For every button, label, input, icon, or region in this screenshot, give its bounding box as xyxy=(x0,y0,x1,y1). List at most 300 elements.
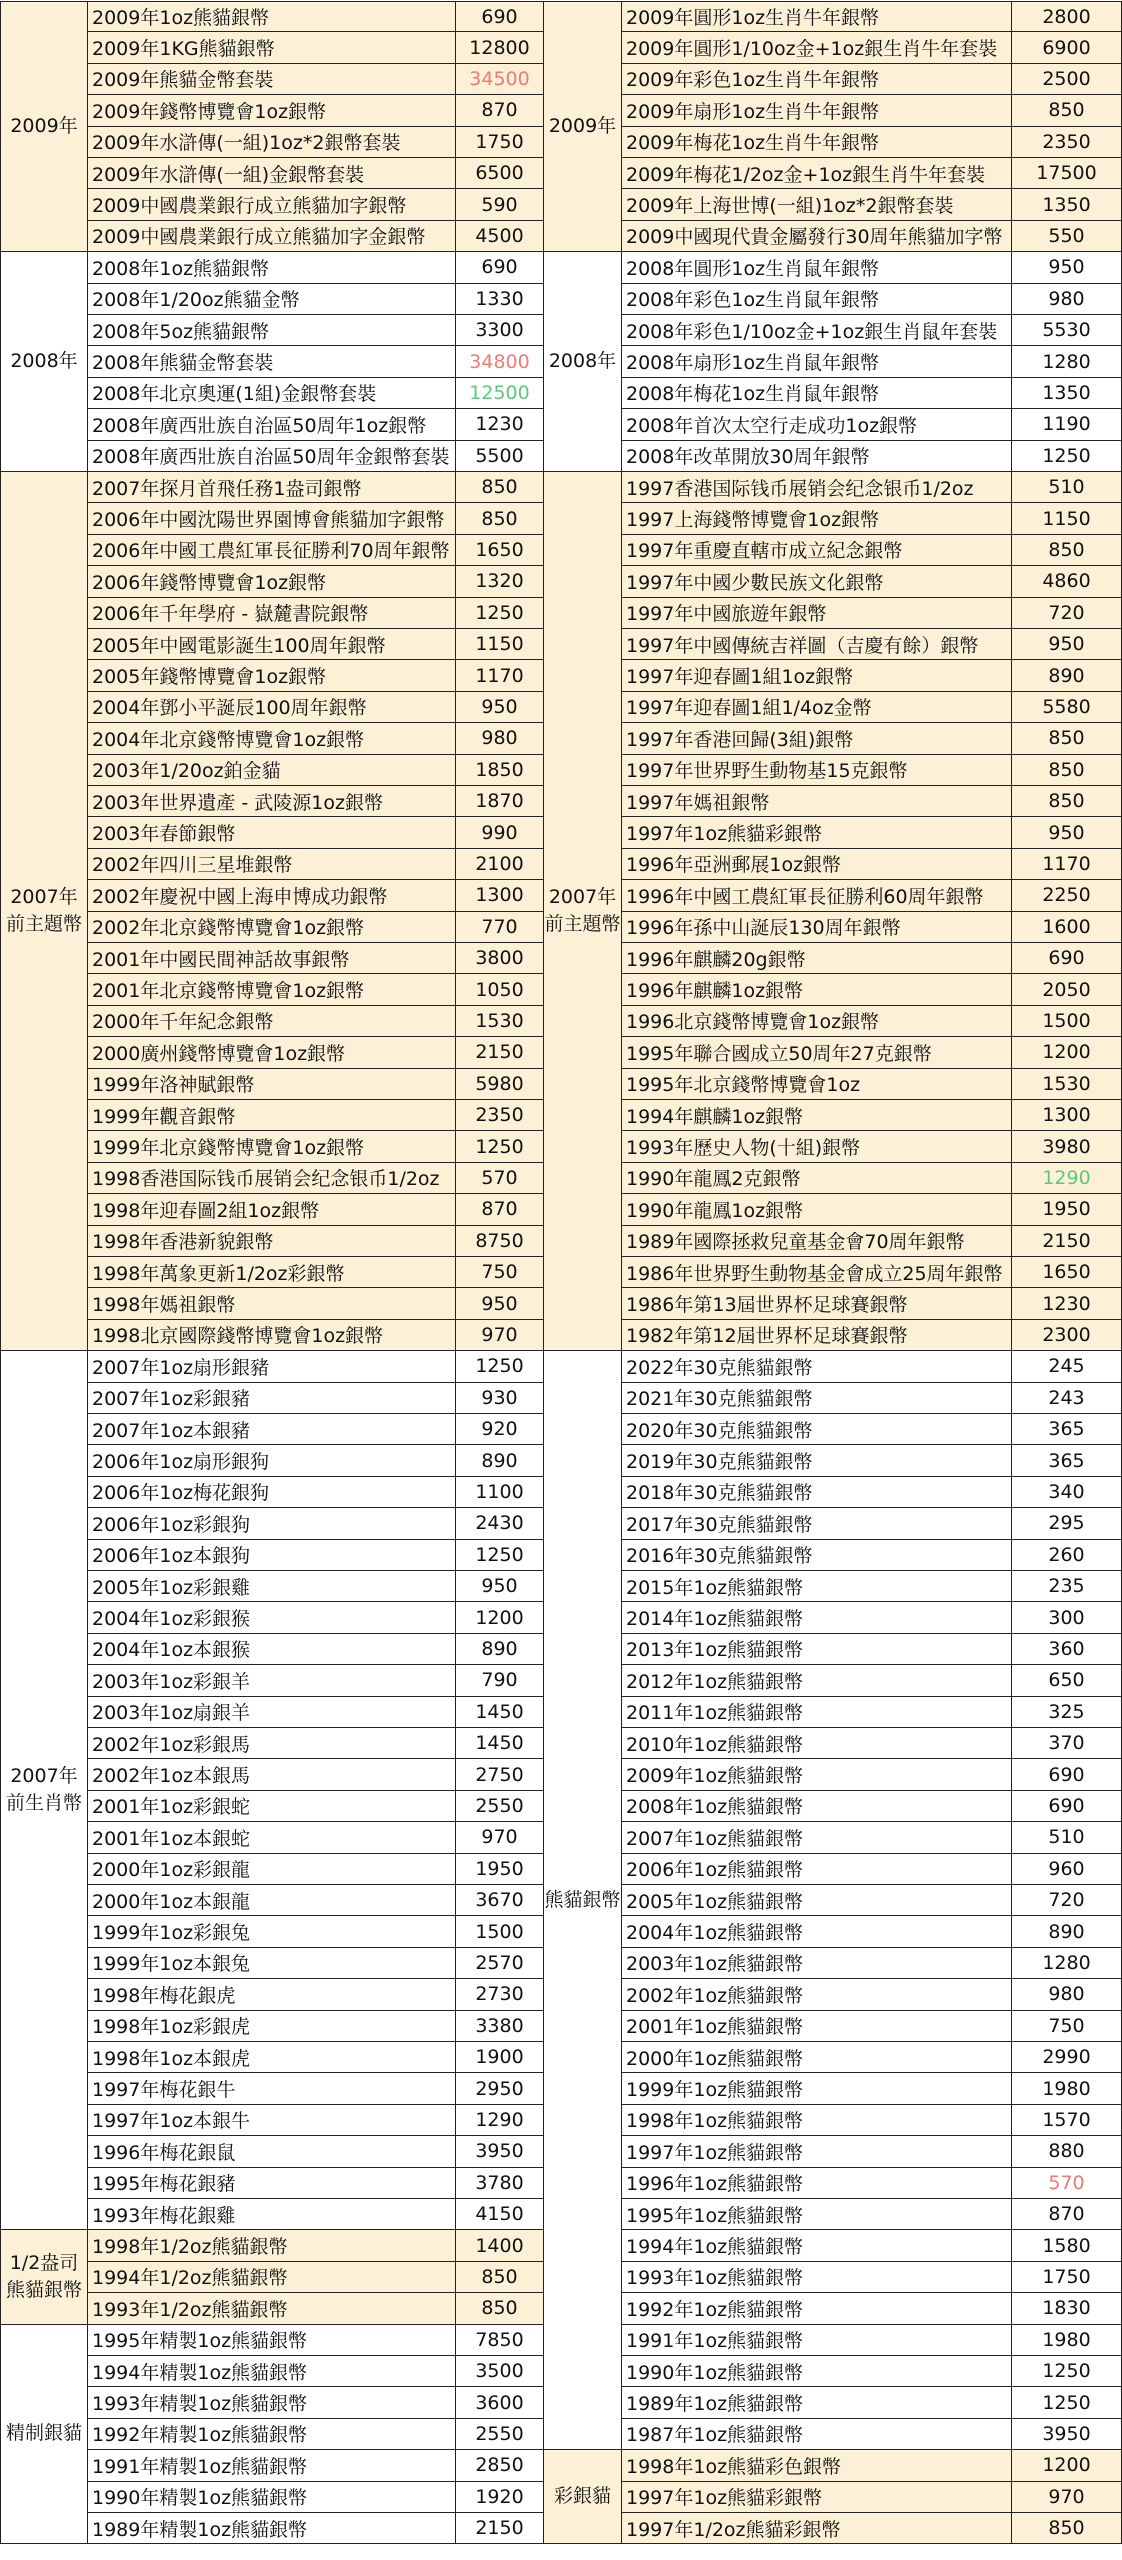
item-name: 1991年精製1oz熊貓銀幣 xyxy=(88,2450,456,2481)
item-price: 1250 xyxy=(1012,2356,1122,2387)
item-name: 1997年1oz熊貓銀幣 xyxy=(622,2136,1012,2167)
item-name: 2007年1oz本銀豬 xyxy=(88,1414,456,1445)
item-name: 1997年迎春圖1組1oz銀幣 xyxy=(622,660,1012,691)
item-name: 1989年精製1oz熊貓銀幣 xyxy=(88,2513,456,2544)
item-price: 750 xyxy=(1012,2011,1122,2042)
item-name: 2012年1oz熊貓銀幣 xyxy=(622,1665,1012,1696)
item-name: 1997年重慶直轄市成立紀念銀幣 xyxy=(622,535,1012,566)
item-name: 2009年圓形1oz生肖牛年銀幣 xyxy=(622,1,1012,32)
item-price: 980 xyxy=(1012,284,1122,315)
item-price: 325 xyxy=(1012,1697,1122,1728)
item-name: 2002年慶祝中國上海申博成功銀幣 xyxy=(88,880,456,911)
item-price: 850 xyxy=(1012,755,1122,786)
item-name: 2003年1oz扇銀羊 xyxy=(88,1697,456,1728)
item-name: 1982年第12屆世界杯足球賽銀幣 xyxy=(622,1320,1012,1351)
item-name: 2000年1oz彩銀龍 xyxy=(88,1854,456,1885)
item-name: 2006年1oz扇形銀狗 xyxy=(88,1445,456,1476)
item-price: 2550 xyxy=(456,1791,544,1822)
item-name: 1993年1/2oz熊貓銀幣 xyxy=(88,2293,456,2324)
item-price: 690 xyxy=(1012,1791,1122,1822)
item-price: 3800 xyxy=(456,943,544,974)
item-price: 690 xyxy=(1012,943,1122,974)
item-name: 2008年首次太空行走成功1oz銀幣 xyxy=(622,409,1012,440)
item-name: 2009年彩色1oz生肖牛年銀幣 xyxy=(622,64,1012,95)
group-label: 彩銀貓 xyxy=(544,2450,622,2544)
item-price: 1750 xyxy=(456,127,544,158)
item-price: 243 xyxy=(1012,1383,1122,1414)
item-price: 970 xyxy=(1012,2482,1122,2513)
item-name: 2001年中國民間神話故事銀幣 xyxy=(88,943,456,974)
item-name: 2009年1KG熊貓銀幣 xyxy=(88,32,456,63)
item-price: 970 xyxy=(456,1320,544,1351)
item-name: 2009年梅花1/2oz金+1oz銀生肖牛年套裝 xyxy=(622,158,1012,189)
item-name: 1997年中國少數民族文化銀幣 xyxy=(622,566,1012,597)
item-name: 2009年水滸傳(一組)金銀幣套裝 xyxy=(88,158,456,189)
item-name: 1998年萬象更新1/2oz彩銀幣 xyxy=(88,1257,456,1288)
item-price: 1650 xyxy=(456,535,544,566)
item-price: 2850 xyxy=(456,2450,544,2481)
item-price: 5530 xyxy=(1012,315,1122,346)
item-name: 1993年1oz熊貓銀幣 xyxy=(622,2262,1012,2293)
item-name: 2008年扇形1oz生肖鼠年銀幣 xyxy=(622,346,1012,377)
item-price: 1230 xyxy=(1012,1288,1122,1319)
item-name: 1998年1oz本銀虎 xyxy=(88,2042,456,2073)
item-name: 1986年世界野生動物基金會成立25周年銀幣 xyxy=(622,1257,1012,1288)
item-price: 2990 xyxy=(1012,2042,1122,2073)
item-price: 1950 xyxy=(456,1854,544,1885)
item-price: 1300 xyxy=(456,880,544,911)
item-price: 880 xyxy=(1012,2136,1122,2167)
item-price: 1450 xyxy=(456,1697,544,1728)
item-price: 950 xyxy=(456,1288,544,1319)
item-name: 1999年1oz本銀兔 xyxy=(88,1948,456,1979)
item-price: 690 xyxy=(456,1,544,32)
item-price: 1250 xyxy=(456,1351,544,1382)
item-price: 960 xyxy=(1012,1854,1122,1885)
item-name: 1994年麒麟1oz銀幣 xyxy=(622,1100,1012,1131)
item-name: 2004年1oz彩銀猴 xyxy=(88,1602,456,1633)
item-name: 2005年中國電影誕生100周年銀幣 xyxy=(88,629,456,660)
item-name: 2004年北京錢幣博覽會1oz銀幣 xyxy=(88,723,456,754)
item-name: 1996北京錢幣博覽會1oz銀幣 xyxy=(622,1006,1012,1037)
item-price: 1300 xyxy=(1012,1100,1122,1131)
item-price: 1500 xyxy=(1012,1006,1122,1037)
item-name: 2006年錢幣博覽會1oz銀幣 xyxy=(88,566,456,597)
item-price: 2150 xyxy=(1012,1226,1122,1257)
item-price: 300 xyxy=(1012,1602,1122,1633)
item-name: 2002年1oz本銀馬 xyxy=(88,1759,456,1790)
item-price: 2150 xyxy=(456,2513,544,2544)
item-name: 2002年北京錢幣博覽會1oz銀幣 xyxy=(88,912,456,943)
item-price: 870 xyxy=(1012,2199,1122,2230)
item-price: 2350 xyxy=(456,1100,544,1131)
item-price: 1950 xyxy=(1012,1194,1122,1225)
item-name: 1997年1/2oz熊貓彩銀幣 xyxy=(622,2513,1012,2544)
item-price: 950 xyxy=(1012,817,1122,848)
item-price: 2150 xyxy=(456,1037,544,1068)
group-label: 2007年前主題幣 xyxy=(0,472,88,1351)
item-name: 1997年梅花銀牛 xyxy=(88,2073,456,2104)
item-name: 2006年1oz梅花銀狗 xyxy=(88,1477,456,1508)
item-price: 920 xyxy=(456,1414,544,1445)
item-name: 2009年熊貓金幣套裝 xyxy=(88,64,456,95)
item-price: 770 xyxy=(456,912,544,943)
item-name: 2002年四川三星堆銀幣 xyxy=(88,849,456,880)
item-name: 1997年中國旅遊年銀幣 xyxy=(622,598,1012,629)
item-price: 2550 xyxy=(456,2419,544,2450)
item-name: 2019年30克熊貓銀幣 xyxy=(622,1445,1012,1476)
item-name: 2007年1oz熊貓銀幣 xyxy=(622,1822,1012,1853)
item-price: 3500 xyxy=(456,2356,544,2387)
item-name: 2009年錢幣博覽會1oz銀幣 xyxy=(88,95,456,126)
item-price: 750 xyxy=(456,1257,544,1288)
item-price: 1230 xyxy=(456,409,544,440)
item-name: 2009年圓形1/10oz金+1oz銀生肖牛年套裝 xyxy=(622,32,1012,63)
item-price: 34500 xyxy=(456,64,544,95)
item-name: 2001年北京錢幣博覽會1oz銀幣 xyxy=(88,974,456,1005)
item-name: 2008年廣西壯族自治區50周年1oz銀幣 xyxy=(88,409,456,440)
item-price: 890 xyxy=(1012,660,1122,691)
item-price: 570 xyxy=(456,1163,544,1194)
item-price: 2430 xyxy=(456,1508,544,1539)
item-name: 2005年1oz彩銀雞 xyxy=(88,1571,456,1602)
item-name: 2002年1oz彩銀馬 xyxy=(88,1728,456,1759)
item-price: 890 xyxy=(456,1634,544,1665)
item-name: 2008年北京奧運(1組)金銀幣套裝 xyxy=(88,378,456,409)
group-label: 1/2盎司熊貓銀幣 xyxy=(0,2230,88,2324)
item-name: 1996年麒麟1oz銀幣 xyxy=(622,974,1012,1005)
item-name: 1987年1oz熊貓銀幣 xyxy=(622,2419,1012,2450)
group-label: 2008年 xyxy=(544,252,622,472)
item-price: 1250 xyxy=(456,1540,544,1571)
item-name: 1995年梅花銀豬 xyxy=(88,2168,456,2199)
item-price: 550 xyxy=(1012,221,1122,252)
item-name: 1998年媽祖銀幣 xyxy=(88,1288,456,1319)
item-name: 1992年1oz熊貓銀幣 xyxy=(622,2293,1012,2324)
item-name: 1993年梅花銀雞 xyxy=(88,2199,456,2230)
item-name: 1994年精製1oz熊貓銀幣 xyxy=(88,2356,456,2387)
item-price: 3380 xyxy=(456,2011,544,2042)
item-name: 1996年梅花銀鼠 xyxy=(88,2136,456,2167)
item-price: 1290 xyxy=(1012,1163,1122,1194)
item-price: 850 xyxy=(1012,95,1122,126)
item-name: 2001年1oz彩銀蛇 xyxy=(88,1791,456,1822)
item-name: 1990年龍鳳2克銀幣 xyxy=(622,1163,1012,1194)
item-price: 1650 xyxy=(1012,1257,1122,1288)
item-name: 1998香港国际钱币展销会纪念银币1/2oz xyxy=(88,1163,456,1194)
item-name: 2003年世界遺產 - 武陵源1oz銀幣 xyxy=(88,786,456,817)
item-price: 3670 xyxy=(456,1885,544,1916)
item-price: 1250 xyxy=(1012,441,1122,472)
item-price: 950 xyxy=(1012,252,1122,283)
item-name: 1995年北京錢幣博覽會1oz xyxy=(622,1069,1012,1100)
item-name: 2006年1oz本銀狗 xyxy=(88,1540,456,1571)
group-label: 2009年 xyxy=(544,1,622,252)
item-name: 2009年1oz熊貓銀幣 xyxy=(622,1759,1012,1790)
item-price: 850 xyxy=(1012,2513,1122,2544)
item-name: 2009年上海世博(一組)1oz*2銀幣套裝 xyxy=(622,189,1012,220)
item-price: 1580 xyxy=(1012,2230,1122,2261)
item-price: 235 xyxy=(1012,1571,1122,1602)
item-price: 1920 xyxy=(456,2482,544,2513)
item-price: 1350 xyxy=(1012,378,1122,409)
item-price: 950 xyxy=(456,1571,544,1602)
item-name: 2006年1oz熊貓銀幣 xyxy=(622,1854,1012,1885)
group-label: 2007年前主題幣 xyxy=(544,472,622,1351)
item-price: 850 xyxy=(1012,786,1122,817)
item-price: 870 xyxy=(456,95,544,126)
item-price: 5500 xyxy=(456,441,544,472)
item-price: 2050 xyxy=(1012,974,1122,1005)
item-price: 245 xyxy=(1012,1351,1122,1382)
item-name: 1990年1oz熊貓銀幣 xyxy=(622,2356,1012,2387)
item-name: 2006年千年學府 - 嶽麓書院銀幣 xyxy=(88,598,456,629)
item-name: 1997上海錢幣博覽會1oz銀幣 xyxy=(622,503,1012,534)
item-name: 1996年亞洲郵展1oz銀幣 xyxy=(622,849,1012,880)
item-name: 2007年1oz彩銀豬 xyxy=(88,1383,456,1414)
item-price: 1330 xyxy=(456,284,544,315)
item-price: 1750 xyxy=(1012,2262,1122,2293)
item-name: 1999年北京錢幣博覽會1oz銀幣 xyxy=(88,1131,456,1162)
item-price: 950 xyxy=(1012,629,1122,660)
group-label: 2009年 xyxy=(0,1,88,252)
item-name: 2009年1oz熊貓銀幣 xyxy=(88,1,456,32)
item-name: 1999年1oz彩銀兔 xyxy=(88,1916,456,1947)
item-price: 4150 xyxy=(456,2199,544,2230)
item-name: 1998北京國際錢幣博覽會1oz銀幣 xyxy=(88,1320,456,1351)
item-price: 970 xyxy=(456,1822,544,1853)
item-name: 2004年鄧小平誕辰100周年銀幣 xyxy=(88,692,456,723)
item-price: 2500 xyxy=(1012,64,1122,95)
item-price: 1280 xyxy=(1012,346,1122,377)
item-name: 1997年香港回歸(3組)銀幣 xyxy=(622,723,1012,754)
item-name: 2022年30克熊貓銀幣 xyxy=(622,1351,1012,1382)
item-name: 1991年1oz熊貓銀幣 xyxy=(622,2325,1012,2356)
item-name: 1998年1oz熊貓銀幣 xyxy=(622,2105,1012,2136)
item-price: 650 xyxy=(1012,1665,1122,1696)
item-price: 2250 xyxy=(1012,880,1122,911)
item-price: 2570 xyxy=(456,1948,544,1979)
item-price: 360 xyxy=(1012,1634,1122,1665)
item-name: 2009年梅花1oz生肖牛年銀幣 xyxy=(622,127,1012,158)
item-name: 1989年國際拯救兒童基金會70周年銀幣 xyxy=(622,1226,1012,1257)
item-name: 2000年1oz熊貓銀幣 xyxy=(622,2042,1012,2073)
item-name: 2009年扇形1oz生肖牛年銀幣 xyxy=(622,95,1012,126)
item-name: 2010年1oz熊貓銀幣 xyxy=(622,1728,1012,1759)
item-price: 1170 xyxy=(1012,849,1122,880)
item-price: 1850 xyxy=(456,755,544,786)
item-price: 1290 xyxy=(456,2105,544,2136)
item-price: 8750 xyxy=(456,1226,544,1257)
item-name: 1990年精製1oz熊貓銀幣 xyxy=(88,2482,456,2513)
item-name: 1994年1oz熊貓銀幣 xyxy=(622,2230,1012,2261)
item-price: 3600 xyxy=(456,2387,544,2418)
item-name: 1995年聯合國成立50周年27克銀幣 xyxy=(622,1037,1012,1068)
item-price: 1250 xyxy=(456,598,544,629)
item-name: 2017年30克熊貓銀幣 xyxy=(622,1508,1012,1539)
item-name: 2005年1oz熊貓銀幣 xyxy=(622,1885,1012,1916)
item-name: 2003年春節銀幣 xyxy=(88,817,456,848)
item-name: 2008年熊貓金幣套裝 xyxy=(88,346,456,377)
item-price: 1050 xyxy=(456,974,544,1005)
item-name: 2005年錢幣博覽會1oz銀幣 xyxy=(88,660,456,691)
item-name: 2008年廣西壯族自治區50周年金銀幣套裝 xyxy=(88,441,456,472)
item-name: 1992年精製1oz熊貓銀幣 xyxy=(88,2419,456,2450)
item-name: 2006年中國沈陽世界園博會熊貓加字銀幣 xyxy=(88,503,456,534)
item-name: 2015年1oz熊貓銀幣 xyxy=(622,1571,1012,1602)
item-price: 1200 xyxy=(456,1602,544,1633)
item-name: 2000年1oz本銀龍 xyxy=(88,1885,456,1916)
item-name: 1994年1/2oz熊貓銀幣 xyxy=(88,2262,456,2293)
item-price: 690 xyxy=(1012,1759,1122,1790)
item-name: 2011年1oz熊貓銀幣 xyxy=(622,1697,1012,1728)
item-name: 2008年圓形1oz生肖鼠年銀幣 xyxy=(622,252,1012,283)
item-name: 2000廣州錢幣博覽會1oz銀幣 xyxy=(88,1037,456,1068)
item-price: 850 xyxy=(456,472,544,503)
item-price: 1280 xyxy=(1012,1948,1122,1979)
item-name: 1997年迎春圖1組1/4oz金幣 xyxy=(622,692,1012,723)
item-name: 1997年媽祖銀幣 xyxy=(622,786,1012,817)
item-price: 950 xyxy=(456,692,544,723)
item-price: 980 xyxy=(456,723,544,754)
item-price: 365 xyxy=(1012,1445,1122,1476)
item-price: 4500 xyxy=(456,221,544,252)
item-name: 2007年1oz扇形銀豬 xyxy=(88,1351,456,1382)
item-name: 1999年觀音銀幣 xyxy=(88,1100,456,1131)
item-name: 2008年1oz熊貓銀幣 xyxy=(622,1791,1012,1822)
item-name: 2021年30克熊貓銀幣 xyxy=(622,1383,1012,1414)
item-name: 1999年1oz熊貓銀幣 xyxy=(622,2073,1012,2104)
item-name: 2008年1oz熊貓銀幣 xyxy=(88,252,456,283)
item-name: 1998年香港新貌銀幣 xyxy=(88,1226,456,1257)
item-price: 590 xyxy=(456,189,544,220)
item-name: 2008年5oz熊貓銀幣 xyxy=(88,315,456,346)
item-name: 2002年1oz熊貓銀幣 xyxy=(622,1979,1012,2010)
item-price: 1170 xyxy=(456,660,544,691)
item-price: 1980 xyxy=(1012,2073,1122,2104)
item-name: 1999年洛神賦銀幣 xyxy=(88,1069,456,1100)
item-price: 3300 xyxy=(456,315,544,346)
item-price: 870 xyxy=(456,1194,544,1225)
item-name: 2003年1oz彩銀羊 xyxy=(88,1665,456,1696)
item-name: 1998年1oz熊貓彩色銀幣 xyxy=(622,2450,1012,2481)
item-price: 1250 xyxy=(1012,2387,1122,2418)
item-name: 2014年1oz熊貓銀幣 xyxy=(622,1602,1012,1633)
item-name: 2008年梅花1oz生肖鼠年銀幣 xyxy=(622,378,1012,409)
item-name: 1998年梅花銀虎 xyxy=(88,1979,456,2010)
item-price: 890 xyxy=(456,1445,544,1476)
item-price: 3950 xyxy=(456,2136,544,2167)
item-name: 2006年中國工農紅軍長征勝利70周年銀幣 xyxy=(88,535,456,566)
item-name: 2004年1oz熊貓銀幣 xyxy=(622,1916,1012,1947)
item-name: 1997香港国际钱币展销会纪念银币1/2oz xyxy=(622,472,1012,503)
item-price: 5580 xyxy=(1012,692,1122,723)
item-price: 370 xyxy=(1012,1728,1122,1759)
item-name: 1997年1oz熊貓彩銀幣 xyxy=(622,817,1012,848)
item-price: 6900 xyxy=(1012,32,1122,63)
item-price: 1830 xyxy=(1012,2293,1122,2324)
item-price: 1200 xyxy=(1012,2450,1122,2481)
item-name: 2009年水滸傳(一組)1oz*2銀幣套裝 xyxy=(88,127,456,158)
item-price: 1100 xyxy=(456,1477,544,1508)
item-name: 1997年1oz熊貓彩銀幣 xyxy=(622,2482,1012,2513)
item-price: 12800 xyxy=(456,32,544,63)
item-price: 2750 xyxy=(456,1759,544,1790)
item-price: 890 xyxy=(1012,1916,1122,1947)
item-price: 690 xyxy=(456,252,544,283)
item-price: 365 xyxy=(1012,1414,1122,1445)
item-name: 2008年改革開放30周年銀幣 xyxy=(622,441,1012,472)
item-price: 720 xyxy=(1012,598,1122,629)
item-name: 1998年1/2oz熊貓銀幣 xyxy=(88,2230,456,2261)
item-name: 2000年千年紀念銀幣 xyxy=(88,1006,456,1037)
item-name: 1995年1oz熊貓銀幣 xyxy=(622,2199,1012,2230)
item-name: 1990年龍鳳1oz銀幣 xyxy=(622,1194,1012,1225)
item-name: 1993年歷史人物(十組)銀幣 xyxy=(622,1131,1012,1162)
item-price: 3980 xyxy=(1012,1131,1122,1162)
item-price: 1600 xyxy=(1012,912,1122,943)
item-price: 5980 xyxy=(456,1069,544,1100)
item-name: 2020年30克熊貓銀幣 xyxy=(622,1414,1012,1445)
item-price: 1450 xyxy=(456,1728,544,1759)
item-name: 1996年麒麟20g銀幣 xyxy=(622,943,1012,974)
item-name: 2004年1oz本銀猴 xyxy=(88,1634,456,1665)
item-name: 1998年迎春圖2組1oz銀幣 xyxy=(88,1194,456,1225)
item-name: 2018年30克熊貓銀幣 xyxy=(622,1477,1012,1508)
item-name: 2009中國農業銀行成立熊貓加字銀幣 xyxy=(88,189,456,220)
item-price: 1900 xyxy=(456,2042,544,2073)
item-price: 930 xyxy=(456,1383,544,1414)
item-price: 1400 xyxy=(456,2230,544,2261)
item-name: 2001年1oz本銀蛇 xyxy=(88,1822,456,1853)
item-price: 1250 xyxy=(456,1131,544,1162)
item-name: 2008年彩色1/10oz金+1oz銀生肖鼠年套裝 xyxy=(622,315,1012,346)
group-label: 2007年前生肖幣 xyxy=(0,1351,88,2230)
item-price: 17500 xyxy=(1012,158,1122,189)
item-name: 1996年1oz熊貓銀幣 xyxy=(622,2168,1012,2199)
item-price: 1530 xyxy=(456,1006,544,1037)
item-price: 2800 xyxy=(1012,1,1122,32)
item-name: 1998年1oz彩銀虎 xyxy=(88,2011,456,2042)
item-price: 850 xyxy=(1012,535,1122,566)
item-price: 260 xyxy=(1012,1540,1122,1571)
item-price: 1190 xyxy=(1012,409,1122,440)
group-label: 精制銀貓 xyxy=(0,2325,88,2545)
item-price: 1980 xyxy=(1012,2325,1122,2356)
item-price: 7850 xyxy=(456,2325,544,2356)
item-price: 850 xyxy=(456,2262,544,2293)
item-name: 2003年1/20oz鉑金貓 xyxy=(88,755,456,786)
item-price: 1320 xyxy=(456,566,544,597)
item-price: 510 xyxy=(1012,1822,1122,1853)
item-price: 850 xyxy=(456,503,544,534)
item-price: 2730 xyxy=(456,1979,544,2010)
item-price: 1870 xyxy=(456,786,544,817)
item-name: 2003年1oz熊貓銀幣 xyxy=(622,1948,1012,1979)
group-label: 2008年 xyxy=(0,252,88,472)
item-price: 1530 xyxy=(1012,1069,1122,1100)
item-price: 2300 xyxy=(1012,1320,1122,1351)
item-name: 1996年中國工農紅軍長征勝利60周年銀幣 xyxy=(622,880,1012,911)
item-price: 1350 xyxy=(1012,189,1122,220)
item-price: 1570 xyxy=(1012,2105,1122,2136)
item-price: 2350 xyxy=(1012,127,1122,158)
item-price: 570 xyxy=(1012,2168,1122,2199)
item-price: 6500 xyxy=(456,158,544,189)
item-name: 1996年孫中山誕辰130周年銀幣 xyxy=(622,912,1012,943)
item-name: 1989年1oz熊貓銀幣 xyxy=(622,2387,1012,2418)
item-name: 1997年1oz本銀牛 xyxy=(88,2105,456,2136)
